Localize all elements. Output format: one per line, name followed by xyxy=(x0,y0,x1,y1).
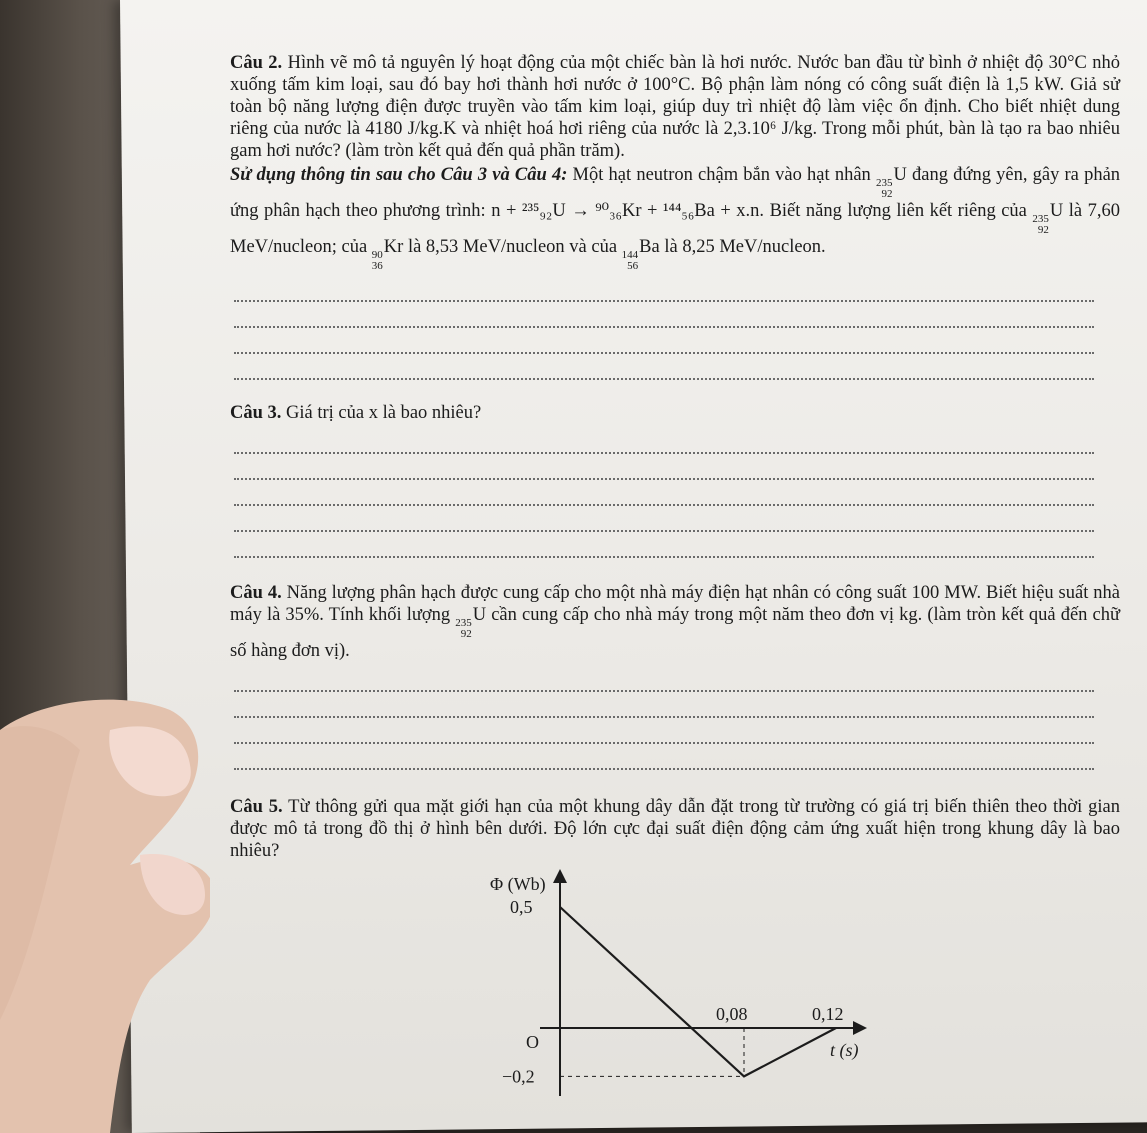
worksheet-content xyxy=(230,52,1120,862)
y-tick-label: 0,5 xyxy=(510,897,533,917)
x-tick-label: 0,08 xyxy=(716,1004,748,1024)
answer-line[interactable] xyxy=(234,356,1094,380)
u-symbol: U xyxy=(893,165,907,185)
origin-label: O xyxy=(526,1032,539,1052)
answer-line[interactable] xyxy=(234,508,1094,532)
answer-line[interactable] xyxy=(234,278,1094,302)
u-isotope-numbers-2: 235 92 xyxy=(1032,213,1049,236)
flux-graph xyxy=(480,866,900,1116)
kr-isotope-numbers: 90 36 xyxy=(371,249,383,272)
info-text-3: là 7,60 MeV/nucleon; của xyxy=(230,201,1121,257)
question-4-text-1: Năng lượng phân hạch được cung cấp cho một nhà máy điện hạt nhân có công suất 100 MW. Biết hiệu suất nhà máy là 35%. Tính khối lượng xyxy=(230,583,1121,625)
answer-line[interactable] xyxy=(234,456,1094,480)
question-4-label: Câu 4. xyxy=(230,583,282,603)
u-isotope-numbers-3: 235 92 xyxy=(455,617,472,640)
question-3 xyxy=(230,402,1120,424)
info-text-5: là 8,25 MeV/nucleon. xyxy=(664,237,826,257)
question-3-text: Giá trị của x là bao nhiêu? xyxy=(286,403,482,423)
answer-line[interactable] xyxy=(234,482,1094,506)
answer-line[interactable] xyxy=(234,304,1094,328)
shared-info xyxy=(230,164,1120,272)
question-5-label: Câu 5. xyxy=(230,797,283,817)
question-5 xyxy=(230,796,1120,862)
y-tick-label: −0,2 xyxy=(502,1066,535,1087)
answer-line[interactable] xyxy=(234,330,1094,354)
question-2 xyxy=(230,52,1120,162)
ba-isotope-numbers: 144 56 xyxy=(621,249,639,272)
question-4-text-2: cần cung cấp cho nhà máy trong một năm theo đơn vị kg. (làm tròn kết quả đến chữ số hàng đơn vị). xyxy=(230,605,1121,661)
question-4 xyxy=(230,582,1120,662)
answer-line[interactable] xyxy=(234,668,1094,692)
x-tick-label: 0,12 xyxy=(812,1004,844,1024)
info-text-2: Biết năng lượng liên kết riêng của xyxy=(769,201,1027,221)
shared-info-label: Sử dụng thông tin sau cho Câu 3 và Câu 4: xyxy=(230,165,568,185)
info-text-1: Một hạt neutron chậm bắn vào hạt nhân xyxy=(572,165,871,185)
question-2-text: Hình vẽ mô tả nguyên lý hoạt động của một chiếc bàn là hơi nước. Nước ban đầu từ bình ở nhiệt độ 30°C nhỏ xuống tấm kim loại, sau đó bay hơi thành hơi nước ở 100°C. Bộ phận làm nóng có công suất điện là 1,5 kW. Giả sử toàn bộ năng lượng điện được truyền vào tấm kim loại, giúp duy trì nhiệt độ làm việc ổn định. Cho biết nhiệt dung riêng của nước là 4180 J/kg.K và nhiệt hoá hơi riêng của nước là 2,3.10⁶ J/kg. Trong mỗi phút, bàn là tạo ra bao nhiêu gam hơi nước? (làm tròn kết quả đến quả phần trăm). xyxy=(230,53,1120,161)
reaction-equation: n + ²³⁵₉₂U → ⁹⁰₃₆Kr + ¹⁴⁴₅₆Ba + x.n. xyxy=(491,201,765,221)
u-isotope-numbers: 235 92 xyxy=(875,177,893,200)
y-axis-label: Φ (Wb) xyxy=(490,874,546,894)
answer-line[interactable] xyxy=(234,534,1094,558)
answer-line[interactable] xyxy=(234,694,1094,718)
answer-line[interactable] xyxy=(234,720,1094,744)
answer-lines-q3 xyxy=(234,430,1094,558)
u-symbol-2: U xyxy=(1049,201,1064,221)
info-text-4: là 8,53 MeV/nucleon và của xyxy=(407,237,618,257)
info-text-1b: đang đứng yên, gây ra phản ứng phân hạch theo phương trình: xyxy=(230,165,1121,221)
answer-line[interactable] xyxy=(234,746,1094,770)
question-5-text: Từ thông gửi qua mặt giới hạn của một khung dây dẫn đặt trong từ trường có giá trị biến thiên theo thời gian được mô tả trong đồ thị ở hình bên dưới. Độ lớn cực đại suất điện động cảm ứng xuất hiện trong khung dây là bao nhiêu? xyxy=(230,797,1120,861)
question-3-label: Câu 3. xyxy=(230,403,282,423)
answer-line[interactable] xyxy=(234,430,1094,454)
flux-series-line xyxy=(560,907,836,1076)
answer-lines-info xyxy=(234,278,1094,380)
hand-holding-paper xyxy=(0,690,210,1133)
kr-symbol: Kr xyxy=(383,237,404,257)
u-symbol-3: U xyxy=(472,605,487,625)
question-2-label: Câu 2. xyxy=(230,53,283,73)
x-axis-label: t (s) xyxy=(830,1040,859,1060)
answer-lines-q4 xyxy=(234,668,1094,770)
ba-symbol: Ba xyxy=(639,237,660,257)
